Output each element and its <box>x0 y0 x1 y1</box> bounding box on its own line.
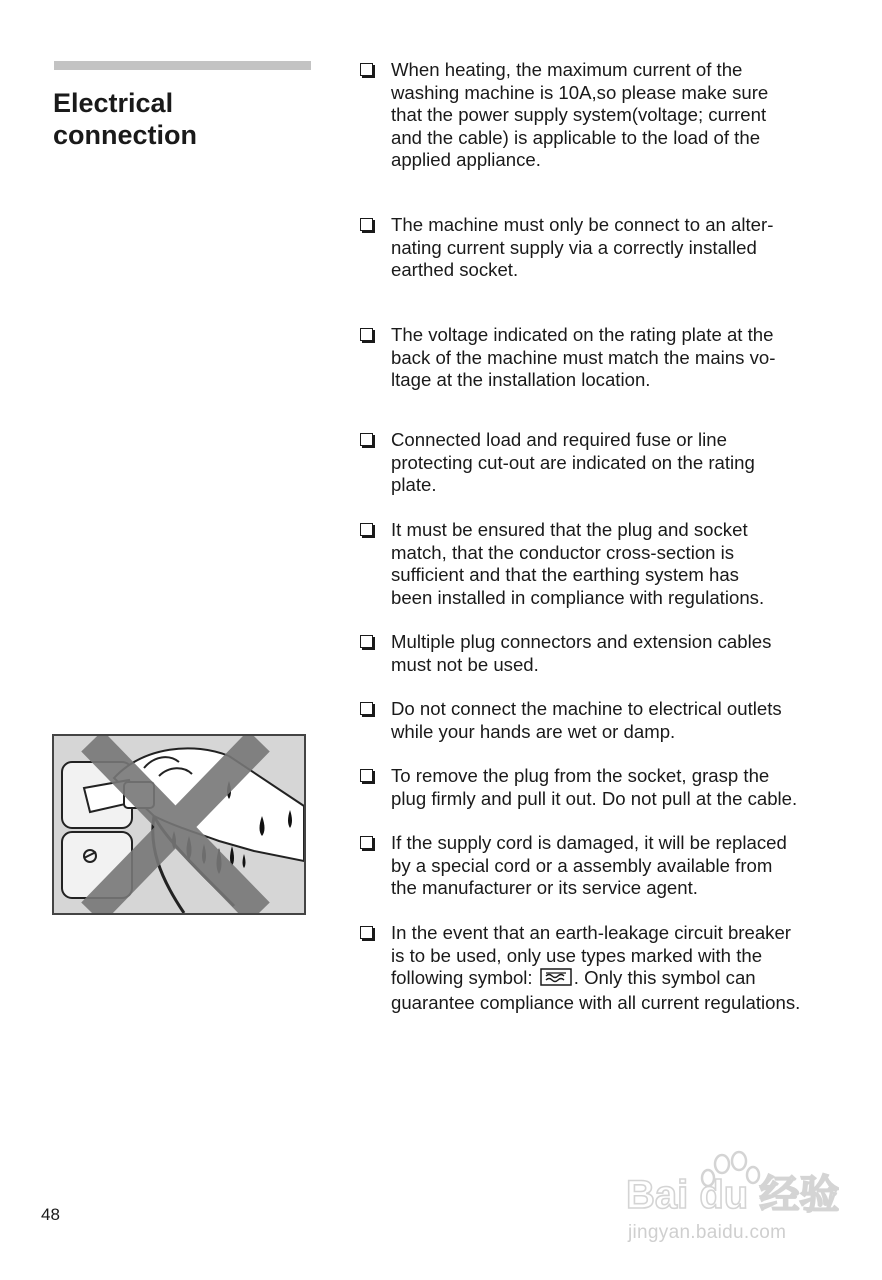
section-rule <box>54 61 311 70</box>
item-text: The voltage indicated on the rating plate at the back of the machine must match the mains vo- ltage at the installation location. <box>391 324 776 390</box>
item-text: If the supply cord is damaged, it will be replaced by a special cord or a assembly available from the manufacturer or its service agent. <box>391 832 787 898</box>
item-text: Connected load and required fuse or line protecting cut-out are indicated on the rating plate. <box>391 429 755 495</box>
item-text: To remove the plug from the socket, grasp the plug firmly and pull it out. Do not pull at the cable. <box>391 765 798 809</box>
checkbox-bullet-icon <box>360 836 373 849</box>
item-text: When heating, the maximum current of the washing machine is 10A,so please make sure that the power supply system(voltage; current and the cable) is applicable to the load of the applied appliance. <box>391 59 769 170</box>
rcd-symbol-icon <box>540 968 572 992</box>
checkbox-bullet-icon <box>360 328 373 341</box>
checkbox-bullet-icon <box>360 702 373 715</box>
title-line-1: Electrical <box>53 88 174 118</box>
checkbox-bullet-icon <box>360 523 373 536</box>
checkbox-bullet-icon <box>360 926 373 939</box>
checkbox-bullet-icon <box>360 63 373 76</box>
checkbox-bullet-icon <box>360 769 373 782</box>
item-text: Multiple plug connectors and extension cables must not be used. <box>391 631 772 675</box>
watermark-url: jingyan.baidu.com <box>628 1222 787 1243</box>
watermark-logo-text: Bai du 经验 <box>626 1173 839 1217</box>
item-text-before-symbol: In the event that an earth-leakage circuit breaker is to be used, only use types marked with the following symbol: <box>391 922 792 988</box>
no-wet-hands-plug-icon <box>54 736 304 913</box>
item-text-after-symbol: . Only this symbol can guarantee compliance with all current regulations. <box>391 967 801 1013</box>
item-text: It must be ensured that the plug and socket match, that the conductor cross-section is sufficient and that the earthing system has been installed in compliance with regulations. <box>391 519 765 608</box>
page-number: 48 <box>41 1205 60 1224</box>
checkbox-bullet-icon <box>360 635 373 648</box>
checkbox-bullet-icon <box>360 433 373 446</box>
item-text: Do not connect the machine to electrical outlets while your hands are wet or damp. <box>391 698 782 742</box>
section-title <box>53 87 313 151</box>
title-line-2: connection <box>53 120 198 150</box>
no-wet-hands-illustration <box>52 734 306 915</box>
item-text: The machine must only be connect to an alter- nating current supply via a correctly installed earthed socket. <box>391 214 774 280</box>
checkbox-bullet-icon <box>360 218 373 231</box>
item-text <box>391 922 881 1014</box>
